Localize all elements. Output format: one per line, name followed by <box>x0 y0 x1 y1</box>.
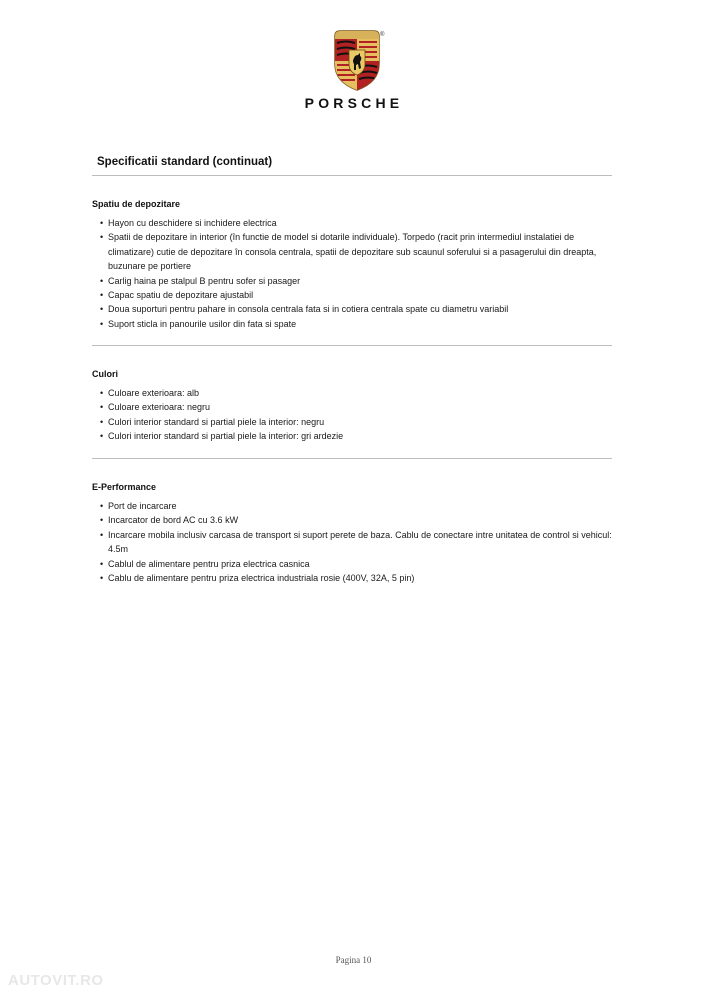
list-item: • Port de incarcare <box>102 499 612 513</box>
wordmark-text: PORSCHE <box>304 95 404 111</box>
list-item: • Hayon cu deschidere si inchidere electrica <box>102 216 612 230</box>
page-number: Pagina 10 <box>335 955 372 965</box>
list-item: • Doua suporturi pentru pahare in consola centrala fata si in cotiera centrala spate cu diametru variabil <box>102 302 612 316</box>
section-colors <box>92 368 612 444</box>
porsche-wordmark <box>276 94 432 112</box>
list-item: • Carlig haina pe stalpul B pentru sofer si pasager <box>102 274 612 288</box>
list-item: • Culori interior standard si partial piele la interior: negru <box>102 415 612 429</box>
section-list <box>92 386 612 444</box>
list-item: • Spatii de depozitare in interior (în functie de model si dotarile individuale). Torpedo (racit prin intermediul instalatiei de climatizare) cutie de depozitare în consola centrala, spatii de depozitare sub scaunul soferului si a pasagerului din dreapta, buzunare pe portiere <box>102 230 612 273</box>
list-item: • Incarcator de bord AC cu 3.6 kW <box>102 513 612 527</box>
section-list <box>92 499 612 585</box>
list-item: • Cablul de alimentare pentru priza electrica casnica <box>102 557 612 571</box>
list-item: • Suport sticla in panourile usilor din fata si spate <box>102 317 612 331</box>
list-item: • Culoare exterioara: alb <box>102 386 612 400</box>
list-item: • Cablu de alimentare pentru priza electrica industriala rosie (400V, 32A, 5 pin) <box>102 571 612 585</box>
section-e-performance <box>92 481 612 585</box>
registered-mark: ® <box>380 32 385 38</box>
list-item: • Culori interior standard si partial piele la interior: gri ardezie <box>102 429 612 443</box>
list-item: • Incarcare mobila inclusiv carcasa de transport si suport perete de baza. Cablu de conectare intre unitatea de control si vehicul: 4.5m <box>102 528 612 557</box>
porsche-crest-icon <box>332 28 385 92</box>
section-heading: E-Performance <box>92 482 157 492</box>
watermark: AUTOVIT.RO <box>8 972 104 989</box>
section-storage <box>92 198 612 331</box>
page-title: Specificatii standard (continuat) <box>97 156 273 168</box>
list-item: • Culoare exterioara: negru <box>102 400 612 414</box>
title-divider <box>92 175 612 176</box>
section-heading: Spatiu de depozitare <box>92 199 181 209</box>
section-heading: Culori <box>92 369 118 379</box>
section-divider <box>92 345 612 346</box>
section-divider <box>92 458 612 459</box>
section-list <box>92 216 612 331</box>
list-item: • Capac spatiu de depozitare ajustabil <box>102 288 612 302</box>
